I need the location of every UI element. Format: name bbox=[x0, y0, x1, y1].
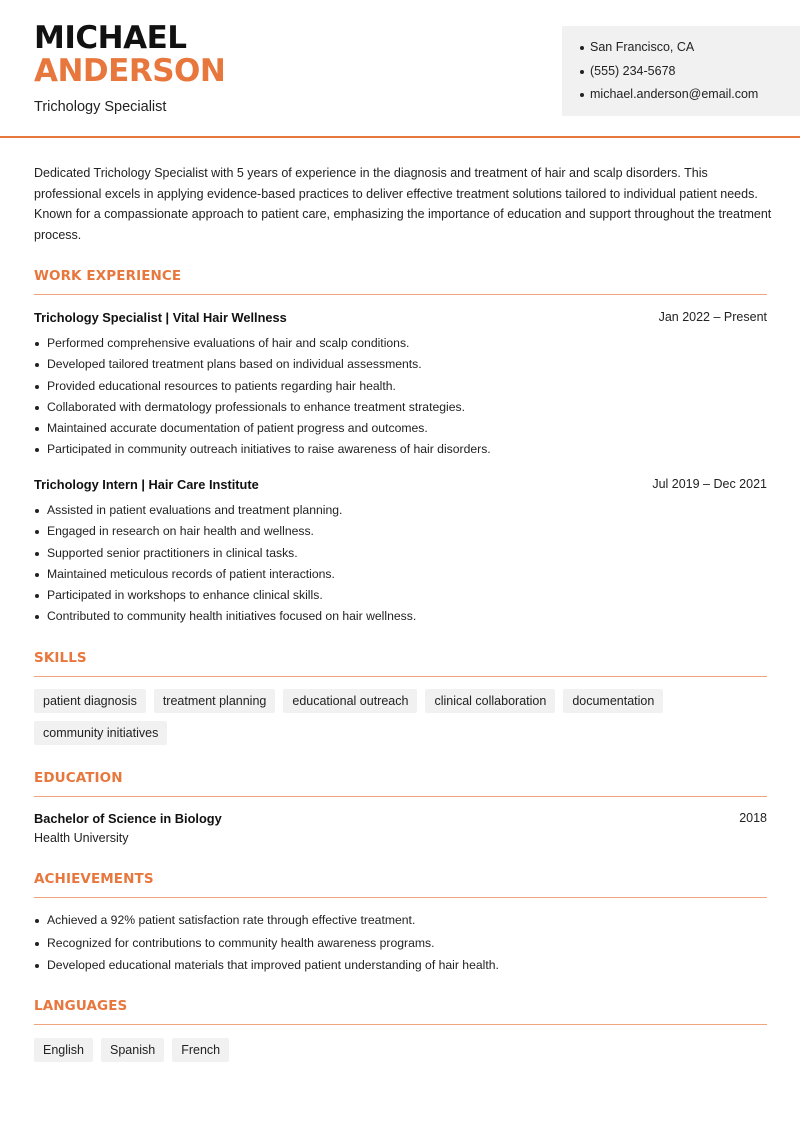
list-item: Maintained accurate documentation of patient progress and outcomes. bbox=[34, 420, 774, 441]
section-divider bbox=[34, 676, 767, 677]
language-chip: Spanish bbox=[101, 1038, 164, 1062]
job-bullets-1 bbox=[34, 335, 774, 463]
section-divider bbox=[34, 294, 767, 295]
language-chip: French bbox=[172, 1038, 229, 1062]
summary-paragraph: Dedicated Trichology Specialist with 5 years of experience in the diagnosis and treatment of hair and scalp disorders. This professional excels in applying evidence-based practices to deliver effective treatment solutions tailored to individual patient needs. Known for a compassionate approach to patient care, emphasizing the importance of education and support throughout the treatment process. bbox=[34, 166, 772, 242]
skill-chip: documentation bbox=[563, 689, 663, 713]
job-bullets-2 bbox=[34, 502, 774, 630]
list-item: Performed comprehensive evaluations of hair and scalp conditions. bbox=[34, 335, 774, 356]
list-item: Supported senior practitioners in clinical tasks. bbox=[34, 545, 774, 566]
list-item: Participated in community outreach initiatives to raise awareness of hair disorders. bbox=[34, 441, 774, 462]
section-title-work: WORK EXPERIENCE bbox=[34, 268, 182, 284]
education-year: 2018 bbox=[739, 811, 767, 825]
section-title-education: EDUCATION bbox=[34, 770, 123, 786]
resume-header bbox=[0, 0, 800, 138]
job-date-1: Jan 2022 – Present bbox=[658, 310, 767, 324]
contact-location: San Francisco, CA bbox=[580, 39, 800, 63]
section-title-languages: LANGUAGES bbox=[34, 998, 128, 1014]
education-school: Health University bbox=[34, 831, 129, 845]
list-item: Achieved a 92% patient satisfaction rate through effective treatment. bbox=[34, 912, 774, 935]
first-name: MICHAEL bbox=[34, 20, 187, 56]
list-item: Provided educational resources to patients regarding hair health. bbox=[34, 378, 774, 399]
list-item: Contributed to community health initiatives focused on hair wellness. bbox=[34, 608, 774, 629]
list-item: Maintained meticulous records of patient interactions. bbox=[34, 566, 774, 587]
skill-chip: community initiatives bbox=[34, 721, 167, 745]
skill-chip: clinical collaboration bbox=[425, 689, 555, 713]
skill-chip: educational outreach bbox=[283, 689, 417, 713]
list-item: Collaborated with dermatology professionals to enhance treatment strategies. bbox=[34, 399, 774, 420]
education-degree: Bachelor of Science in Biology bbox=[34, 811, 222, 826]
list-item: Recognized for contributions to community health awareness programs. bbox=[34, 935, 774, 958]
language-chip: English bbox=[34, 1038, 93, 1062]
section-divider bbox=[34, 1024, 767, 1025]
skill-chip: treatment planning bbox=[154, 689, 276, 713]
list-item: Developed educational materials that improved patient understanding of hair health. bbox=[34, 957, 774, 980]
skills-list bbox=[34, 689, 774, 745]
section-title-skills: SKILLS bbox=[34, 650, 87, 666]
contact-phone: (555) 234-5678 bbox=[580, 63, 800, 87]
last-name: ANDERSON bbox=[34, 53, 226, 89]
candidate-name bbox=[34, 22, 225, 88]
skill-chip: patient diagnosis bbox=[34, 689, 146, 713]
languages-list bbox=[34, 1038, 774, 1062]
list-item: Assisted in patient evaluations and treatment planning. bbox=[34, 502, 774, 523]
list-item: Engaged in research on hair health and wellness. bbox=[34, 523, 774, 544]
contact-box bbox=[562, 26, 800, 116]
list-item: Developed tailored treatment plans based on individual assessments. bbox=[34, 356, 774, 377]
section-title-achievements: ACHIEVEMENTS bbox=[34, 871, 154, 887]
achievements-list bbox=[34, 912, 774, 980]
contact-email: michael.anderson@email.com bbox=[580, 86, 800, 110]
section-divider bbox=[34, 796, 767, 797]
job-title-1: Trichology Specialist | Vital Hair Wellness bbox=[34, 310, 287, 325]
job-date-2: Jul 2019 – Dec 2021 bbox=[652, 477, 767, 491]
job-role: Trichology Specialist bbox=[34, 99, 167, 115]
job-title-2: Trichology Intern | Hair Care Institute bbox=[34, 477, 259, 492]
list-item: Participated in workshops to enhance clinical skills. bbox=[34, 587, 774, 608]
section-divider bbox=[34, 897, 767, 898]
